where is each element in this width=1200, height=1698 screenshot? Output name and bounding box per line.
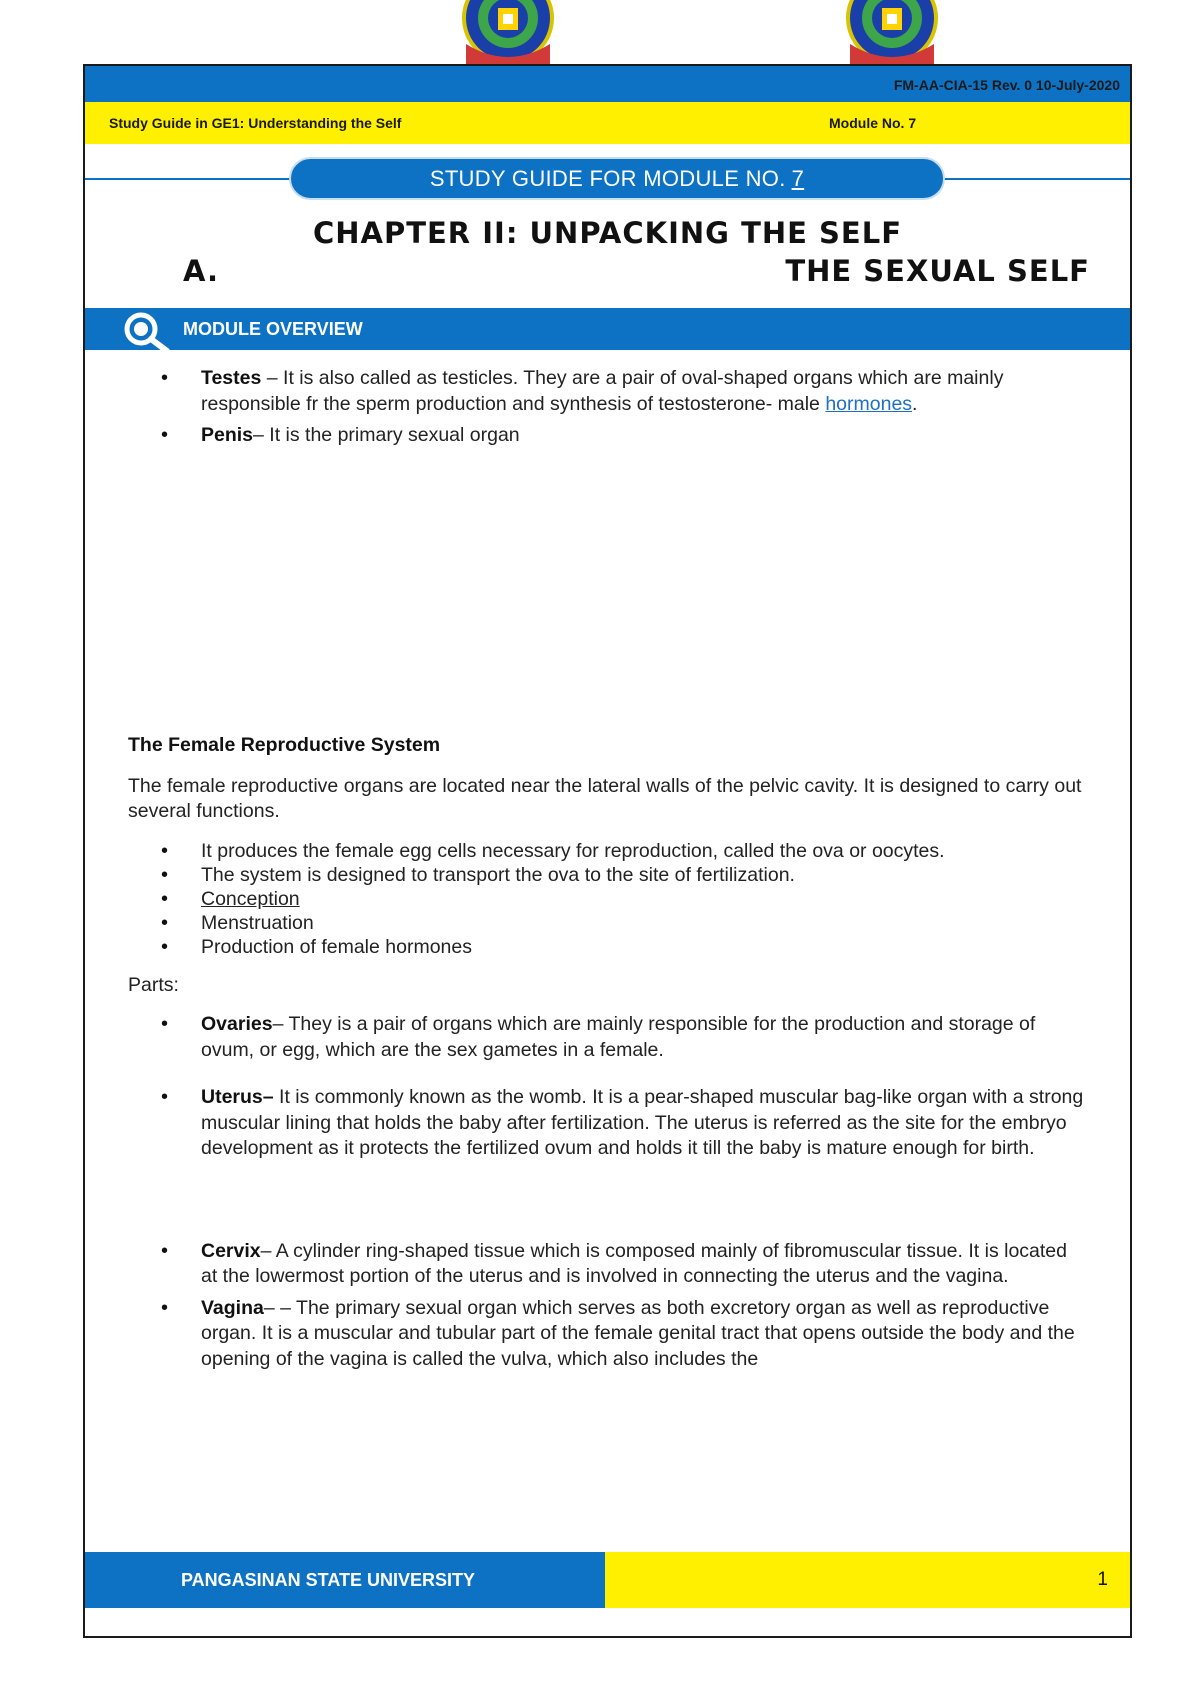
chapter-subtitle: THE SEXUAL SELF [785,254,1090,288]
header-yellow-bar [85,102,1130,144]
term-penis: Penis [201,424,254,446]
form-code: FM-AA-CIA-15 Rev. 0 10-July-2020 [893,77,1120,93]
study-guide-banner [289,157,945,200]
module-overview-bar [85,308,1130,350]
footer-yellow-bar [605,1552,1130,1608]
chapter-title: CHAPTER II: UNPACKING THE SELF [312,216,903,250]
banner-module-number: 7 [791,165,805,191]
magnifier-icon [123,311,171,353]
cervix-description: – A cylinder ring-shaped tissue which is composed mainly of fibromuscular tissue. It is located at the lowermost portion of the uterus and is involved in connecting the uterus and the vagina. [201,1239,1067,1287]
female-parts-list [128,1012,1088,1372]
female-system-heading: The Female Reproductive System [128,734,441,756]
penis-description: – It is the primary sexual organ [253,424,520,446]
university-seal-left [460,0,556,66]
university-name: PANGASINAN STATE UNIVERSITY [181,1570,476,1590]
term-testes: Testes [201,367,262,389]
term-vagina: Vagina [201,1296,264,1319]
banner-text: STUDY GUIDE FOR MODULE NO. [429,165,786,191]
page-frame [83,64,1132,1638]
header-blue-bar [85,66,1130,102]
conception-link[interactable]: Conception [201,887,300,910]
female-system-block [128,733,1088,1372]
list-item [128,1296,1088,1373]
term-uterus: Uterus– [201,1086,274,1108]
footer-blue-bar [85,1552,605,1608]
term-ovaries: Ovaries [201,1013,273,1035]
course-title: Study Guide in GE1: Understanding the Self [109,115,402,131]
male-parts-block [128,366,1088,449]
hormones-link[interactable]: hormones [825,392,913,415]
male-parts-list [128,366,1088,449]
list-item [128,1012,1088,1063]
list-item [128,1239,1088,1290]
list-item [128,887,1088,911]
list-item [128,366,1088,417]
chapter-letter: A. [183,254,219,288]
list-item: • The system is designed to transport the ova to the site of fertilization. [128,863,1088,887]
page-number: 1 [1097,1569,1108,1590]
section-title: MODULE OVERVIEW [183,319,363,339]
list-item: • It produces the female egg cells necessary for reproduction, called the ova or oocytes. [128,839,1088,863]
testes-description: – It is also called as testicles. They are a pair of oval-shaped organs which are mainly responsible fr the sperm production and synthesis of testosterone- male [201,367,1004,415]
female-functions-list [128,839,1088,959]
list-item [128,1085,1088,1162]
term-cervix: Cervix [201,1239,261,1262]
female-intro: The female reproductive organs are located near the lateral walls of the pelvic cavity. It is designed to carry out several functions. [128,774,1082,822]
parts-label: Parts: [128,973,179,996]
ovaries-description: – They is a pair of organs which are mainly responsible for the production and storage of ovum, or egg, which are the sex gametes in a female. [201,1013,1036,1061]
vagina-description: – – The primary sexual organ which serves as both excretory organ as well as reproductive organ. It is a muscular and tubular part of the female genital tract that opens outside the body and the opening of the vagina is called the vulva, which also includes the [201,1296,1075,1370]
banner-rule-left [85,178,295,180]
list-item: • Menstruation [128,911,1088,935]
list-item: • Production of female hormones [128,935,1088,959]
uterus-description: It is commonly known as the womb. It is a pear-shaped muscular bag-like organ with a strong muscular lining that holds the baby after fertilization. The uterus is referred as the site for the embryo development as it protects the fertilized ovum and holds it till the baby is mature enough for birth. [201,1086,1084,1159]
university-seal-right [844,0,940,66]
module-number-label: Module No. 7 [829,115,917,131]
banner-rule-right [935,178,1130,180]
list-item [128,423,1088,449]
testes-tail: . [912,392,918,415]
